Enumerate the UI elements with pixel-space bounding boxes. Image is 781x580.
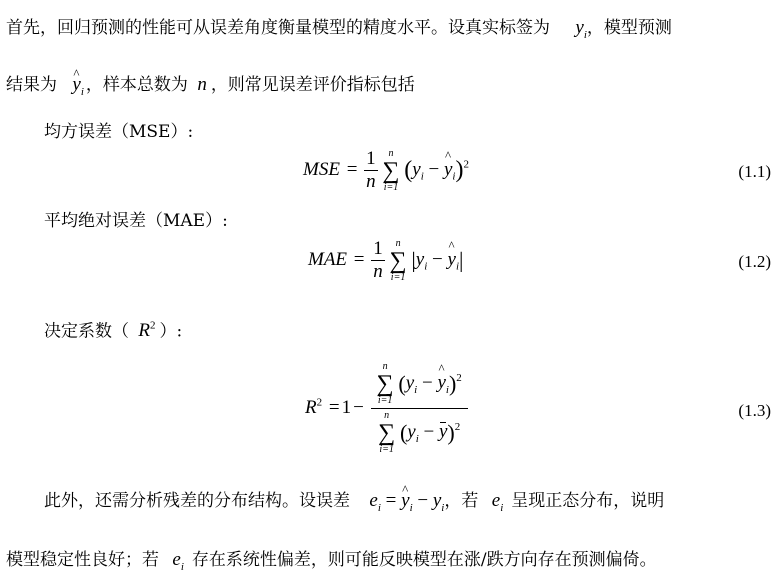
outro-text-2b: 存在系统性偏差，则可能反映模型在涨/跌方向存在预测偏倚。: [191, 550, 657, 570]
mse-equation: MSE = $\frac{1}{n}$ n ∑ i=1 ($y_i$ − ^ $y_i)^2$: [303, 148, 469, 193]
symbol-e-i-definition: $e_i$ = ^ $y_i - y_i$: [369, 490, 444, 511]
r2-equation: $R^2 = 1$ − n ∑ i=1 ($y_i$ − ^ $y_i)^2$ n ∑ i=1 $(y_i - y)^2$: [305, 362, 468, 455]
mae-equation-number: (1.2): [738, 252, 771, 271]
mae-sum: n ∑ i=1: [389, 237, 407, 283]
mae-lhs: MAE: [308, 248, 348, 270]
symbol-e-i-2: $e_i$: [172, 549, 184, 573]
r2-heading-text-b: ）:: [159, 321, 183, 342]
mae-equation: MAE = $\frac{1}{n}$ n ∑ i=1 $|y_i$ − ^ $y_i|$: [308, 238, 463, 283]
r2-equation-number: (1.3): [738, 401, 771, 420]
symbol-r-squared: $R^2$: [138, 320, 156, 342]
mse-sum: n ∑ i=1: [382, 147, 400, 193]
symbol-n: n: [197, 74, 207, 95]
mse-lhs: MSE: [303, 158, 340, 180]
intro-text-1a: 首先，回归预测的性能可从误差角度衡量模型的精度水平。设真实标签为: [6, 18, 550, 38]
r2-fraction: n ∑ i=1 ($y_i$ − ^ $y_i)^2$ n ∑ i=1 $(y_i - y)^2$: [371, 362, 468, 455]
outro-text-1c: 呈现正态分布，说明: [511, 491, 665, 511]
intro-text-1b: ，模型预测: [586, 18, 672, 38]
symbol-e-i: $e_i$: [491, 490, 504, 514]
mae-heading: 平均绝对误差（MAE）:: [44, 211, 228, 231]
outro-line-1: [44, 489, 664, 520]
mse-heading: 均方误差（MSE）:: [44, 122, 194, 142]
mse-fraction: $\frac{1}{n}$: [366, 148, 376, 192]
intro-line-2: [6, 73, 415, 104]
r2-heading-text-a: 决定系数（: [44, 321, 129, 342]
symbol-y-hat-i: ^ $y_i$: [72, 74, 84, 95]
outro-line-2: [6, 548, 657, 579]
r2-heading: [44, 314, 182, 343]
outro-text-1b: ，若: [444, 491, 479, 511]
mae-fraction: $\frac{1}{n}$: [373, 238, 383, 282]
outro-text-2a: 模型稳定性良好；若: [6, 550, 159, 570]
mse-equation-number: (1.1): [738, 162, 771, 181]
intro-text-2c: ，则常见误差评价指标包括: [210, 75, 415, 95]
intro-line-1: [6, 16, 672, 47]
intro-text-2b: ，样本总数为: [85, 75, 188, 95]
outro-text-1a: 此外，还需分析残差的分布结构。设误差: [44, 491, 350, 511]
symbol-y-i: $y_i$: [575, 17, 587, 41]
intro-text-2a: 结果为: [6, 75, 57, 95]
